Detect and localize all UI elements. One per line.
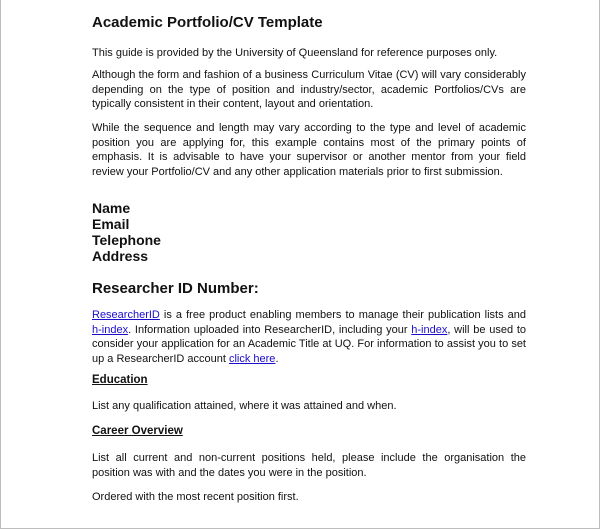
text: . [275, 352, 279, 365]
cv-variation-paragraph: Although the form and fashion of a business Curriculum Vitae (CV) will vary considerably depending on the type of position and industry/sector, academic Portfolios/CVs are typically consistent in their content, layout and orientation. [92, 69, 526, 110]
contact-block [92, 200, 526, 264]
researcher-id-heading: Researcher ID Number: [92, 280, 259, 297]
contact-telephone: Telephone [92, 232, 161, 248]
intro-paragraph: This guide is provided by the University of Queensland for reference purposes only. [92, 47, 498, 59]
h-index-link[interactable]: h-index [92, 323, 129, 336]
sequence-paragraph: While the sequence and length may vary according to the type and level of academic position you are applying for, this example contains most of the primary points of emphasis. It is advisable to have your supervisor or another mentor from your field review your Portfolio/CV and any other application materials prior to first submission. [92, 122, 526, 178]
education-text: List any qualification attained, where it was attained and when. [92, 400, 397, 412]
text: . Information uploaded into ResearcherID, including your [128, 323, 412, 336]
career-text: List all current and non-current positions held, please include the organisation the position was with and the dates you were in the position. [92, 452, 526, 479]
text: , will be used to consider your application for an Academic Title at UQ. For information to assist you to set up a ResearcherID account [92, 323, 526, 365]
researcher-id-paragraph [92, 308, 526, 366]
career-order-text: Ordered with the most recent position first. [92, 491, 299, 503]
click-here-link[interactable]: click here [228, 352, 276, 365]
h-index-link-2[interactable]: h-index [411, 323, 448, 336]
text: is a free product enabling members to manage their publication lists and [159, 309, 526, 321]
researcherid-link[interactable]: ResearcherID [92, 309, 160, 321]
page-title: Academic Portfolio/CV Template [92, 14, 323, 31]
contact-email: Email [92, 216, 130, 232]
career-heading: Career Overview [92, 425, 183, 437]
education-heading: Education [92, 374, 148, 386]
contact-address: Address [92, 248, 149, 264]
contact-name: Name [92, 200, 131, 216]
